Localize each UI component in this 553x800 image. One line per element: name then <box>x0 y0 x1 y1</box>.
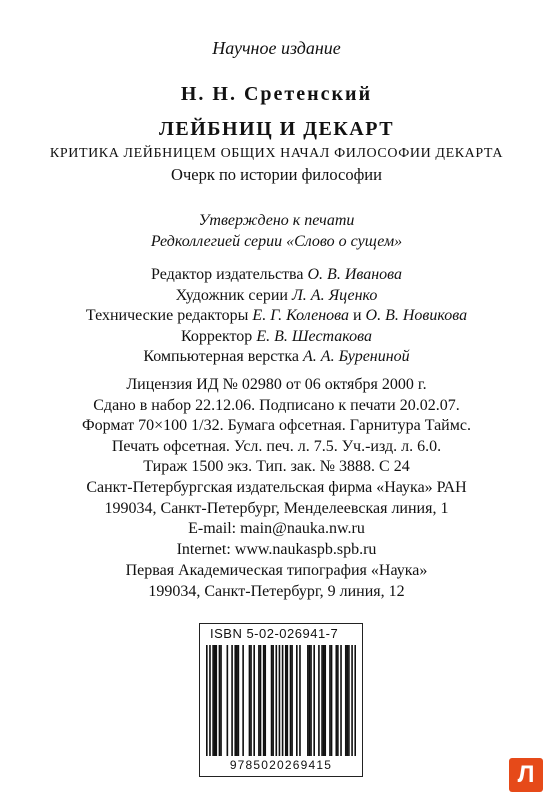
isbn-barcode <box>199 623 363 777</box>
barcode-bar <box>351 645 353 756</box>
credit-name: О. В. Иванова <box>307 266 402 283</box>
barcode-bar <box>279 645 281 756</box>
barcode-bar <box>264 645 266 756</box>
barcode-bar <box>335 645 337 756</box>
license-block <box>0 375 553 478</box>
credit-role: Редактор издательства <box>151 266 304 283</box>
barcode-bar <box>206 645 208 756</box>
credit-proofreader <box>0 327 553 348</box>
printer-address: 199034, Санкт-Петербург, 9 линия, 12 <box>148 582 405 600</box>
credit-name-2: О. В. Новикова <box>365 307 468 325</box>
approval-line-1: Утверждено к печати <box>198 212 355 229</box>
barcode-bar <box>313 645 315 756</box>
credit-tech-editors <box>0 306 553 327</box>
printer-name: Первая Академическая типография «Наука» <box>125 562 428 579</box>
barcode-bar <box>323 645 325 756</box>
barcode-bar <box>212 645 214 756</box>
barcode-bar <box>321 645 323 756</box>
barcode-bar <box>275 645 277 756</box>
barcode-bar <box>329 645 331 756</box>
barcode-bar <box>219 645 221 756</box>
publisher-address: 199034, Санкт-Петербург, Менделеевская линия, 1 <box>104 499 449 517</box>
barcode-bar <box>253 645 255 756</box>
barcode-bar <box>307 645 309 756</box>
publisher-website: Internet: www.naukaspb.spb.ru <box>176 540 377 558</box>
barcode-bar <box>310 645 312 756</box>
ean-digits: 9785020269415 <box>229 758 333 772</box>
barcode-bars <box>206 645 356 756</box>
approval-line-2: Редколлегией серии «Слово о сущем» <box>150 233 403 250</box>
barcode-bar <box>260 645 262 756</box>
credit-role: Художник серии <box>175 286 288 304</box>
license-line: Лицензия ИД № 02980 от 06 октября 2000 г. <box>126 376 427 393</box>
publisher-logo-badge <box>509 758 543 792</box>
publisher-email: E-mail: main@nauka.nw.ru <box>188 520 365 538</box>
series-note: Научное издание <box>212 38 341 58</box>
credit-name: Е. Г. Коленова <box>252 307 349 325</box>
barcode-bar <box>285 645 287 756</box>
credit-role: Компьютерная верстка <box>143 348 300 366</box>
essay-line: Очерк по истории философии <box>171 165 382 184</box>
barcode-bar <box>234 645 236 756</box>
credit-joiner: и <box>352 307 362 325</box>
barcode-bar <box>337 645 339 756</box>
format-line: Формат 70×100 1/32. Бумага офсетная. Гарнитура Таймс. <box>82 417 471 435</box>
barcode-bar <box>348 645 350 756</box>
barcode-bar <box>242 645 244 756</box>
printer-block <box>0 561 553 602</box>
barcode-bar <box>258 645 260 756</box>
credit-editor <box>0 265 553 286</box>
barcode-bar <box>249 645 251 756</box>
run-line: Тираж 1500 экз. Тип. зак. № 3888. С 24 <box>143 458 410 476</box>
credits-block <box>0 265 553 368</box>
barcode-bar <box>331 645 333 756</box>
barcode-bar <box>238 645 240 756</box>
barcode-bar <box>282 645 284 756</box>
book-title: ЛЕЙБНИЦ И ДЕКАРТ <box>158 118 395 140</box>
barcode-bar <box>271 645 273 756</box>
credit-artist <box>0 286 553 307</box>
credit-name: А. А. Бурениной <box>303 348 410 366</box>
barcode-bar <box>354 645 356 756</box>
credit-role: Технические редакторы <box>85 307 249 325</box>
barcode-bar <box>347 645 349 756</box>
barcode-bar <box>272 645 274 756</box>
barcode-bar <box>231 645 233 756</box>
barcode-bar <box>287 645 289 756</box>
barcode-bar <box>215 645 217 756</box>
credit-layout <box>0 347 553 368</box>
publisher-block <box>0 478 553 560</box>
barcode-bar <box>345 645 347 756</box>
publisher-name: Санкт-Петербургская издательская фирма «Наука» РАН <box>86 479 467 496</box>
print-line: Печать офсетная. Усл. печ. л. 7.5. Уч.-изд. л. 6.0. <box>111 437 442 455</box>
typeset-line: Сдано в набор 22.12.06. Подписано к печати 20.02.07. <box>93 396 460 414</box>
barcode-bar <box>236 645 238 756</box>
credit-name: Л. А. Яценко <box>291 286 378 304</box>
barcode-bar <box>290 645 292 756</box>
barcode-bar <box>263 645 265 756</box>
barcode-bar <box>309 645 311 756</box>
barcode-bar <box>318 645 320 756</box>
credit-role: Корректор <box>180 327 253 345</box>
barcode-bar <box>214 645 216 756</box>
credit-name: Е. В. Шестакова <box>256 327 372 345</box>
book-subtitle: КРИТИКА ЛЕЙБНИЦЕМ ОБЩИХ НАЧАЛ ФИЛОСОФИИ ДЕКАРТА <box>49 146 504 161</box>
badge-letter: Л <box>517 761 535 788</box>
barcode-bar <box>296 645 298 756</box>
barcode-bar <box>291 645 293 756</box>
barcode-bar <box>299 645 301 756</box>
author-name: Н. Н. Сретенский <box>180 83 373 105</box>
barcode-bar <box>209 645 211 756</box>
barcode-bar <box>220 645 222 756</box>
barcode-bar <box>250 645 252 756</box>
barcode-bar <box>324 645 326 756</box>
barcode-bar <box>227 645 229 756</box>
isbn-label: ISBN 5-02-026941-7 <box>210 626 339 641</box>
barcode-bar <box>340 645 342 756</box>
